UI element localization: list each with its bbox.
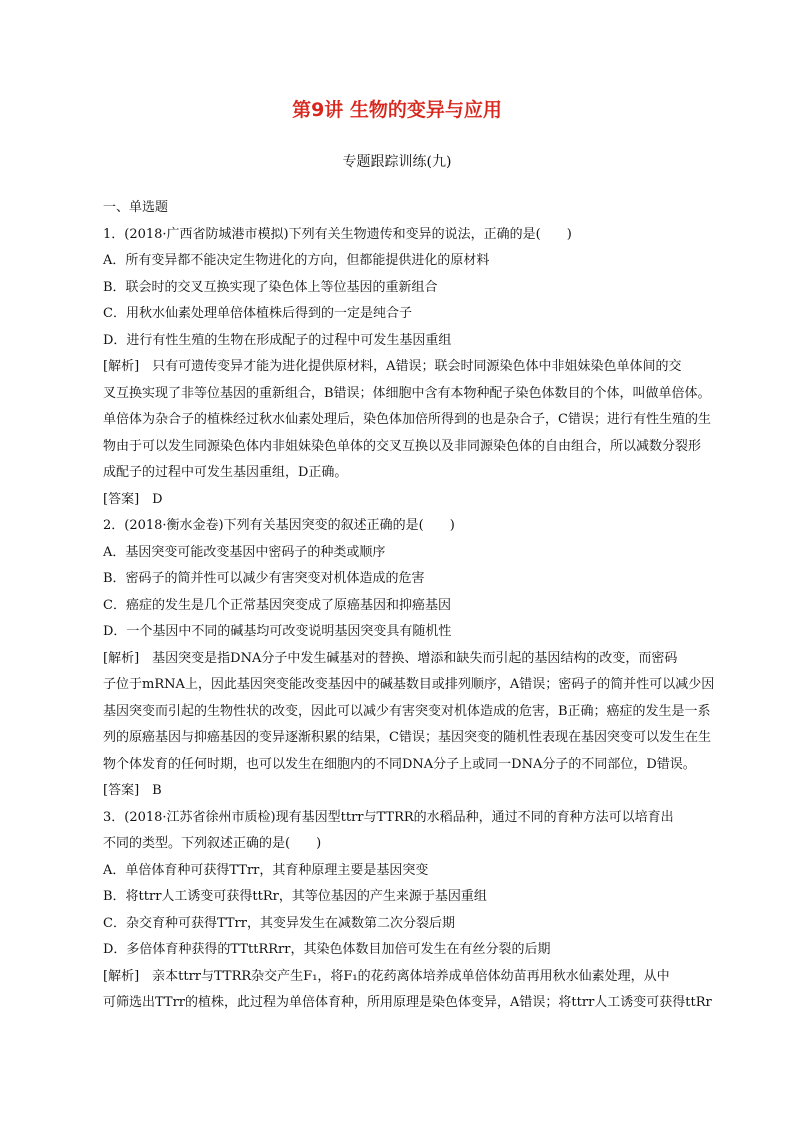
question-3-option-d: D．多倍体育种获得的TTttRRrr，其染色体数目加倍可发生在有丝分裂的后期 bbox=[103, 942, 551, 957]
question-2-analysis-line: 子位于mRNA上，因此基因突变能改变基因中的碱基数目或排列顺序，A错误；密码子的简并性可以减少因 bbox=[103, 677, 715, 692]
question-2-analysis-line: 列的原癌基因与抑癌基因的变异逐渐积累的结果，C错误；基因突变的随机性表现在基因突变可以发生在生 bbox=[103, 730, 711, 745]
question-3-option-a: A．单倍体育种可获得TTrr，其育种原理主要是基因突变 bbox=[103, 862, 429, 878]
question-3-stem: 3．(2018·江苏省徐州市质检)现有基因型ttrr与TTRR的水稻品种，通过不同的育种方法可以培育出 bbox=[103, 809, 674, 825]
section-heading: 一、单选题 bbox=[103, 200, 169, 215]
question-1-option-a: A．所有变异都不能决定生物进化的方向，但都能提供进化的原材料 bbox=[103, 253, 490, 268]
question-2-option-a: A．基因突变可能改变基因中密码子的种类或顺序 bbox=[103, 544, 386, 560]
question-2-analysis-line: 基因突变而引起的生物性状的改变，因此可以减少有害突变对机体造成的危害，B正确；癌症的发生是一系 bbox=[103, 703, 711, 719]
question-1-option-d: D．进行有性生殖的生物在形成配子的过程中可发生基因重组 bbox=[103, 332, 452, 348]
question-1-option-c: C．用秋水仙素处理单倍体植株后得到的一定是纯合子 bbox=[103, 306, 412, 321]
question-1-analysis-line: 叉互换实现了非等位基因的重新组合，B错误；体细胞中含有本物种配子染色体数目的个体，叫做单倍体。 bbox=[103, 385, 711, 401]
question-1-analysis-line: [解析] 只有可遗传变异才能为进化提供原材料，A错误；联会时同源染色体中非姐妹染色单体间的交 bbox=[103, 359, 682, 374]
question-1-analysis-line: 成配子的过程中可发生基因重组，D正确。 bbox=[103, 465, 348, 480]
question-3-analysis-line: [解析] 亲本ttrr与TTRR杂交产生F₁，将F₁的花药离体培养成单倍体幼苗再用秋水仙素处理，从中 bbox=[103, 968, 670, 984]
question-1-stem: 1．(2018·广西省防城港市模拟)下列有关生物遗传和变异的说法，正确的是( ) bbox=[103, 226, 572, 242]
question-2-option-c: C．癌症的发生是几个正常基因突变成了原癌基因和抑癌基因 bbox=[103, 597, 451, 613]
page-subtitle: 专题跟踪训练(九) bbox=[342, 154, 452, 170]
question-2-answer: [答案] B bbox=[103, 783, 162, 798]
question-2-analysis-line: 物个体发育的任何时期，也可以发生在细胞内的不同DNA分子上或同一DNA分子的不同部位，D错误。 bbox=[103, 756, 696, 772]
question-2-stem: 2．(2018·衡水金卷)下列有关基因突变的叙述正确的是( ) bbox=[103, 518, 455, 533]
page-title: 第9讲 生物的变异与应用 bbox=[292, 99, 502, 121]
question-3-option-c: C．杂交育种可获得TTrr，其变异发生在减数第二次分裂后期 bbox=[103, 915, 455, 931]
document-body bbox=[103, 195, 715, 1017]
question-3-option-b: B．将ttrr人工诱变可获得ttRr，其等位基因的产生来源于基因重组 bbox=[103, 889, 487, 904]
question-3-analysis-line: 可筛选出TTrr的植株，此过程为单倍体育种，所用原理是染色体变异，A错误；将ttrr人工诱变可获得ttRr bbox=[103, 995, 712, 1010]
question-1-analysis-line: 单倍体为杂合子的植株经过秋水仙素处理后，染色体加倍所得到的也是杂合子，C错误；进行有性生殖的生 bbox=[103, 412, 711, 427]
question-3-stem: 不同的类型。下列叙述正确的是( ) bbox=[103, 836, 322, 851]
question-1-option-b: B．联会时的交叉互换实现了染色体上等位基因的重新组合 bbox=[103, 279, 438, 295]
question-1-answer: [答案] D bbox=[103, 491, 163, 507]
question-2-option-d: D．一个基因中不同的碱基均可改变说明基因突变具有随机性 bbox=[103, 624, 452, 639]
question-2-analysis-line: [解析] 基因突变是指DNA分子中发生碱基对的替换、增添和缺失而引起的基因结构的改变，而密码 bbox=[103, 650, 678, 666]
question-2-option-b: B．密码子的简并性可以减少有害突变对机体造成的危害 bbox=[103, 571, 425, 586]
question-1-analysis-line: 物由于可以发生同源染色体内非姐妹染色单体的交叉互换以及非同源染色体的自由组合，所以减数分裂形 bbox=[103, 438, 702, 454]
